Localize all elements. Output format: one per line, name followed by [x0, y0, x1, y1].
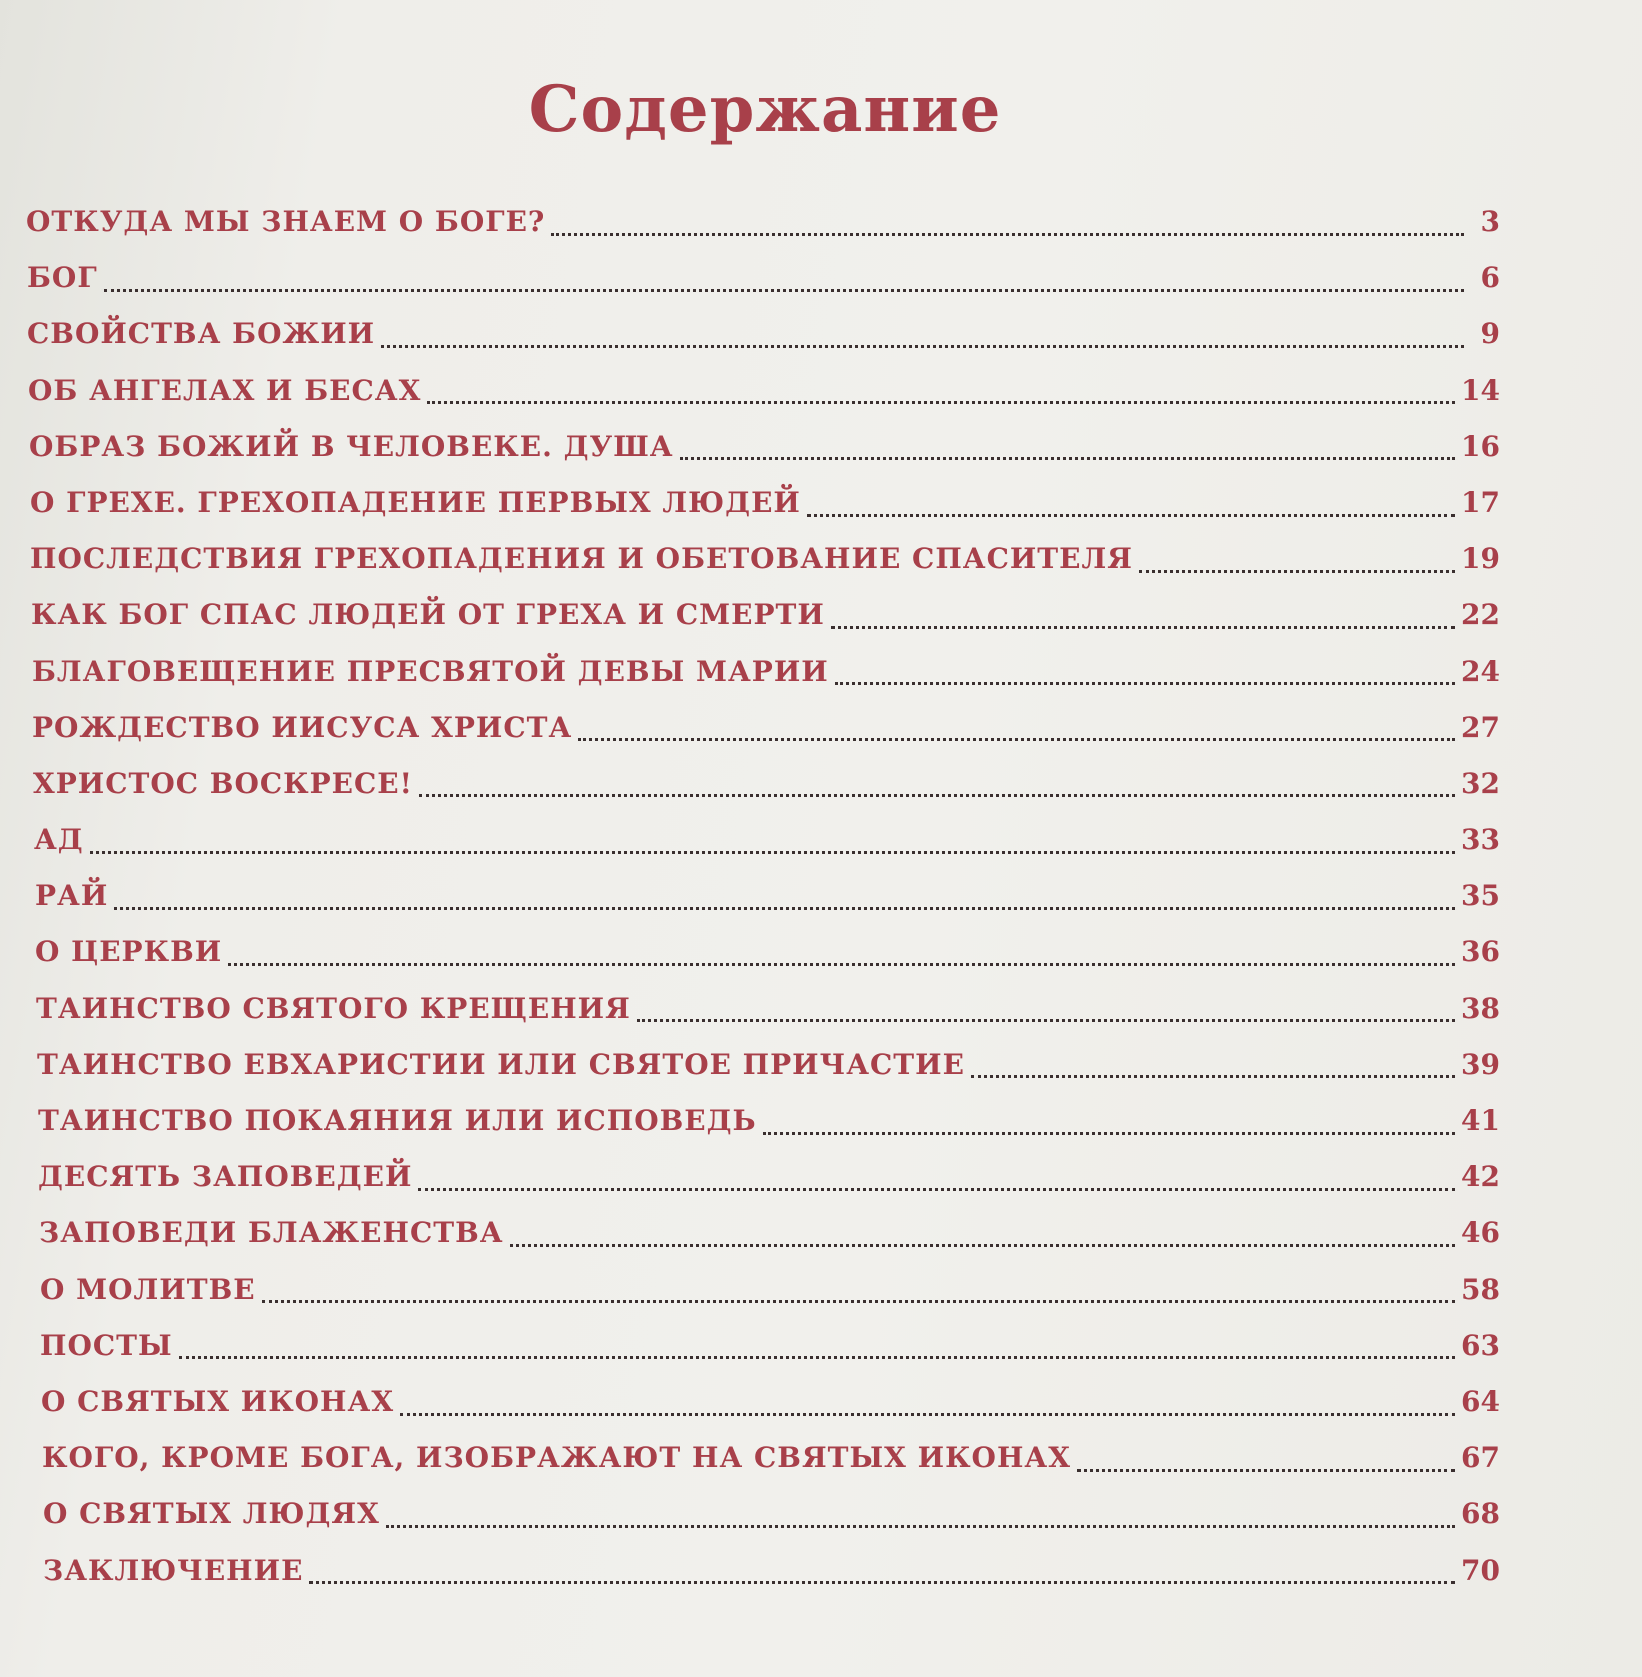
- toc-entry-page-number: 19: [1461, 542, 1500, 576]
- toc-dot-leader: [971, 1075, 1455, 1078]
- table-of-contents: [26, 194, 1500, 1599]
- toc-entry: [26, 1262, 1500, 1318]
- toc-entry-page-number: 41: [1461, 1104, 1500, 1137]
- toc-entry-title: ДЕСЯТЬ ЗАПОВЕДЕЙ: [38, 1160, 413, 1194]
- toc-entry-page-number: 9: [1480, 317, 1500, 351]
- toc-dot-leader: [418, 1188, 1455, 1191]
- toc-entry-page-number: 33: [1461, 823, 1500, 857]
- toc-dot-leader: [400, 1413, 1455, 1416]
- toc-entry-page-number: 39: [1461, 1047, 1500, 1081]
- toc-entry-title: О СВЯТЫХ ИКОНАХ: [41, 1384, 395, 1418]
- toc-dot-leader: [763, 1132, 1455, 1135]
- toc-entry: [26, 700, 1500, 756]
- toc-entry: [26, 924, 1500, 980]
- toc-entry: [26, 419, 1500, 475]
- toc-entry-page-number: 6: [1480, 261, 1500, 295]
- toc-entry: [26, 868, 1500, 924]
- toc-entry: [26, 756, 1500, 812]
- toc-entry-page-number: 67: [1461, 1441, 1500, 1475]
- toc-entry-title: БЛАГОВЕЩЕНИЕ ПРЕСВЯТОЙ ДЕВЫ МАРИИ: [32, 654, 829, 688]
- toc-entry-title: ПОСЛЕДСТВИЯ ГРЕХОПАДЕНИЯ И ОБЕТОВАНИЕ СПАСИТЕЛЯ: [30, 542, 1133, 576]
- toc-entry-page-number: 70: [1461, 1553, 1500, 1587]
- toc-entry-title: ОТКУДА МЫ ЗНАЕМ О БОГЕ?: [26, 205, 546, 238]
- toc-entry: [26, 250, 1500, 306]
- toc-entry-page-number: 58: [1461, 1272, 1500, 1306]
- toc-entry: [26, 587, 1500, 643]
- toc-entry-page-number: 36: [1461, 935, 1500, 969]
- toc-entry-title: ЗАКЛЮЧЕНИЕ: [43, 1553, 304, 1587]
- toc-entry: [26, 1318, 1500, 1374]
- toc-dot-leader: [807, 514, 1455, 517]
- toc-dot-leader: [1139, 570, 1455, 573]
- toc-dot-leader: [637, 1019, 1455, 1022]
- toc-dot-leader: [680, 457, 1455, 460]
- toc-entry-page-number: 35: [1461, 879, 1500, 913]
- toc-dot-leader: [1077, 1469, 1455, 1472]
- toc-entry-title: АД: [34, 823, 84, 857]
- toc-entry-title: О МОЛИТВЕ: [40, 1272, 256, 1306]
- toc-entry: [26, 1374, 1500, 1430]
- toc-entry: [26, 531, 1500, 587]
- toc-entry-page-number: 3: [1480, 205, 1500, 238]
- toc-dot-leader: [114, 907, 1455, 910]
- toc-entry-title: О ГРЕХЕ. ГРЕХОПАДЕНИЕ ПЕРВЫХ ЛЮДЕЙ: [30, 485, 801, 519]
- toc-entry-title: КОГО, КРОМЕ БОГА, ИЗОБРАЖАЮТ НА СВЯТЫХ ИКОНАХ: [42, 1441, 1071, 1475]
- toc-entry-page-number: 64: [1461, 1384, 1500, 1418]
- toc-entry-title: О СВЯТЫХ ЛЮДЯХ: [43, 1497, 380, 1531]
- toc-entry: [26, 981, 1500, 1037]
- toc-dot-leader: [262, 1300, 1455, 1303]
- toc-entry: [26, 194, 1500, 250]
- toc-entry-page-number: 16: [1461, 429, 1500, 463]
- toc-dot-leader: [381, 345, 1464, 348]
- toc-dot-leader: [835, 682, 1455, 685]
- toc-entry-page-number: 63: [1461, 1328, 1500, 1362]
- page-title: Содержание: [528, 72, 1002, 147]
- toc-dot-leader: [551, 233, 1464, 236]
- toc-entry-page-number: 14: [1461, 373, 1500, 407]
- toc-entry: [26, 1543, 1500, 1599]
- toc-dot-leader: [510, 1244, 1455, 1247]
- toc-entry-title: ЗАПОВЕДИ БЛАЖЕНСТВА: [39, 1216, 504, 1250]
- toc-entry-title: ТАИНСТВО ЕВХАРИСТИИ ИЛИ СВЯТОЕ ПРИЧАСТИЕ: [37, 1047, 965, 1081]
- toc-dot-leader: [386, 1525, 1455, 1528]
- toc-entry: [26, 1430, 1500, 1486]
- toc-entry-title: ПОСТЫ: [40, 1328, 173, 1362]
- toc-entry: [26, 363, 1500, 419]
- toc-entry-page-number: 17: [1461, 485, 1500, 519]
- toc-entry-title: ХРИСТОС ВОСКРЕСЕ!: [33, 766, 413, 800]
- toc-entry: [26, 644, 1500, 700]
- toc-entry-title: РАЙ: [35, 879, 109, 913]
- toc-entry-page-number: 32: [1461, 766, 1500, 800]
- toc-dot-leader: [427, 401, 1455, 404]
- toc-entry-title: СВОЙСТВА БОЖИИ: [27, 317, 376, 351]
- toc-entry: [26, 1093, 1500, 1149]
- toc-entry-title: РОЖДЕСТВО ИИСУСА ХРИСТА: [32, 710, 573, 744]
- toc-dot-leader: [419, 794, 1455, 797]
- toc-entry-title: О ЦЕРКВИ: [35, 935, 223, 969]
- toc-entry: [26, 812, 1500, 868]
- toc-entry: [26, 306, 1500, 362]
- toc-entry: [26, 1037, 1500, 1093]
- toc-entry-page-number: 27: [1461, 710, 1500, 744]
- toc-entry-page-number: 22: [1461, 598, 1500, 632]
- toc-dot-leader: [228, 963, 1455, 966]
- toc-entry-page-number: 68: [1461, 1497, 1500, 1531]
- toc-entry-title: ОБ АНГЕЛАХ И БЕСАХ: [28, 373, 422, 407]
- toc-dot-leader: [578, 738, 1455, 741]
- toc-entry: [26, 1149, 1500, 1205]
- toc-dot-leader: [179, 1356, 1455, 1359]
- toc-dot-leader: [309, 1581, 1455, 1584]
- toc-dot-leader: [104, 289, 1464, 292]
- toc-entry: [26, 475, 1500, 531]
- toc-entry-title: ОБРАЗ БОЖИЙ В ЧЕЛОВЕКЕ. ДУША: [29, 429, 674, 463]
- toc-entry: [26, 1486, 1500, 1542]
- toc-dot-leader: [831, 626, 1455, 629]
- toc-entry-page-number: 42: [1461, 1160, 1500, 1194]
- toc-entry-title: БОГ: [27, 261, 98, 295]
- toc-entry-page-number: 46: [1461, 1216, 1500, 1250]
- toc-entry-title: ТАИНСТВО СВЯТОГО КРЕЩЕНИЯ: [36, 991, 631, 1025]
- toc-entry-title: КАК БОГ СПАС ЛЮДЕЙ ОТ ГРЕХА И СМЕРТИ: [31, 598, 825, 632]
- toc-entry-page-number: 24: [1461, 654, 1500, 688]
- toc-entry-title: ТАИНСТВО ПОКАЯНИЯ ИЛИ ИСПОВЕДЬ: [38, 1104, 757, 1137]
- toc-entry-page-number: 38: [1461, 991, 1500, 1025]
- toc-dot-leader: [90, 851, 1455, 854]
- toc-entry: [26, 1205, 1500, 1261]
